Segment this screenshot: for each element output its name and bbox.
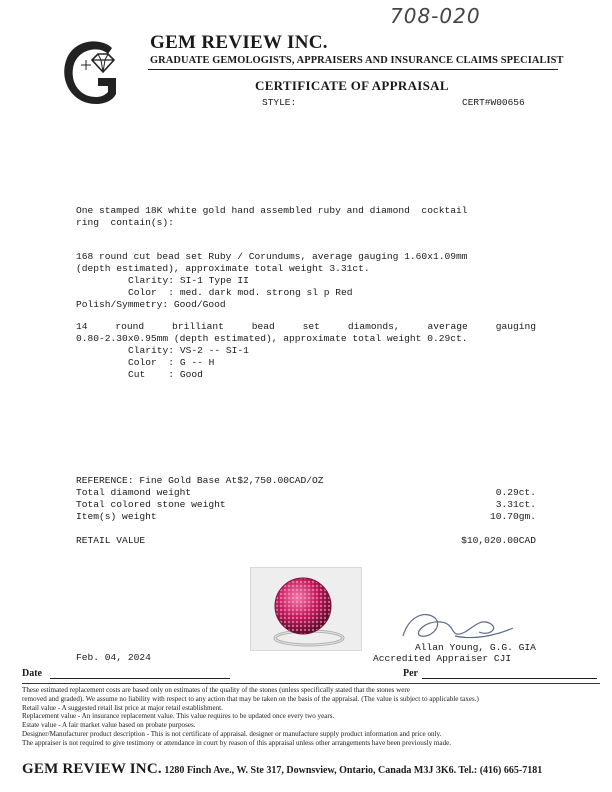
- ruby-color: Color : med. dark mod. strong sl p Red: [128, 287, 353, 298]
- divider: [22, 683, 600, 684]
- certificate-number: CERT#W00656: [462, 97, 525, 108]
- certificate-title: CERTIFICATE OF APPRAISAL: [255, 78, 449, 93]
- diamond-clarity: Clarity: VS-2 -- SI-1: [128, 345, 249, 356]
- ruby-description-line-1: 168 round cut bead set Ruby / Corundums, average gauging 1.60x1.09mm: [76, 251, 468, 262]
- appraisal-date: Feb. 04, 2024: [76, 652, 151, 663]
- summary-row-value: 10.70gm.: [489, 511, 536, 522]
- diamond-cut: Cut : Good: [128, 369, 203, 380]
- item-intro-line-2: ring contain(s):: [76, 217, 174, 228]
- summary-row-value: 3.31ct.: [495, 499, 536, 510]
- disclaimer-line: The appraiser is not required to give testimony or attendance in court by reason of this appraisal unless other arrangements have been previously made.: [22, 738, 452, 747]
- footer-company-name: GEM REVIEW INC.: [22, 761, 162, 777]
- ruby-description-line-2: (depth estimated), approximate total weight 3.31ct.: [76, 263, 370, 274]
- footer: [22, 760, 612, 778]
- appraiser-title: Accredited Appraiser CJI: [373, 653, 512, 664]
- company-name: GEM REVIEW INC.: [150, 32, 328, 53]
- per-label: Per: [403, 668, 418, 679]
- disclaimer-line: Replacement value - An insurance replacement value. This value requires to be updated once every two years.: [22, 712, 335, 721]
- per-signature-line: [422, 678, 597, 679]
- summary-row-value: 0.29ct.: [495, 487, 536, 498]
- ring-photo: [250, 567, 362, 651]
- company-tagline: GRADUATE GEMOLOGISTS, APPRAISERS AND INSURANCE CLAIMS SPECIALIST: [150, 55, 564, 66]
- appraiser-signature-icon: [395, 606, 520, 646]
- item-intro-line-1: One stamped 18K white gold hand assembled ruby and diamond cocktail: [76, 205, 468, 216]
- appraiser-name: Allan Young, G.G. GIA: [415, 642, 536, 653]
- reference-gold-base: REFERENCE: Fine Gold Base At$2,750.00CAD/OZ: [76, 475, 324, 486]
- summary-row-label: Item(s) weight: [76, 511, 157, 522]
- style-label: STYLE:: [262, 97, 297, 108]
- ruby-polish-symmetry: Polish/Symmetry: Good/Good: [76, 299, 226, 310]
- disclaimer-line: removed and graded). We assume no liability with respect to any action that may be taken on the basis of the appraisal. (The value is subject to applicable taxes.): [22, 694, 479, 703]
- date-signature-line: [50, 678, 230, 679]
- handwritten-reference-number: 708-020: [390, 4, 481, 28]
- footer-address: 1280 Finch Ave., W. Ste 317, Downsview, Ontario, Canada M3J 3K6. Tel.: (416) 665-7181: [161, 765, 543, 776]
- disclaimer-line: Retail value - A suggested retail list price at major retail establishment.: [22, 703, 223, 712]
- summary-row-label: Total diamond weight: [76, 487, 192, 498]
- retail-value-amount: $10,020.00CAD: [461, 535, 536, 546]
- retail-value-label: RETAIL VALUE: [76, 535, 146, 546]
- diamond-description-line-1: 14 round brilliant bead set diamonds, average gauging: [76, 321, 536, 332]
- disclaimer: [22, 686, 602, 748]
- summary-row-label: Total colored stone weight: [76, 499, 226, 510]
- ruby-clarity: Clarity: SI-1 Type II: [128, 275, 249, 286]
- diamond-description-line-2: 0.80-2.30x0.95mm (depth estimated), approximate total weight 0.29ct.: [76, 333, 468, 344]
- company-logo-icon: [58, 36, 128, 108]
- date-label: Date: [22, 668, 42, 679]
- disclaimer-line: These estimated replacement costs are based only on estimates of the quality of the stones (unless specifically stated that the stones were: [22, 686, 410, 694]
- disclaimer-line: Estate value - A fair market value based on probate purposes.: [22, 721, 196, 730]
- tagline-underline: [148, 69, 558, 70]
- diamond-color: Color : G -- H: [128, 357, 215, 368]
- disclaimer-line: Designer/Manufacturer product description - This is not certificate of appraisal. designer or manufacture supply product information and price only.: [22, 729, 442, 738]
